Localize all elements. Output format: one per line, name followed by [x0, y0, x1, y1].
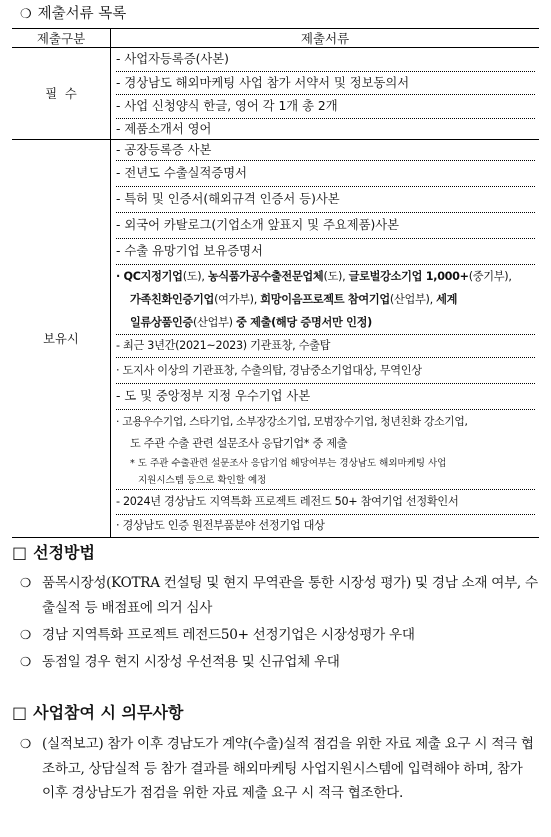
circle-bullet-icon: ❍ [20, 654, 31, 669]
selection-bullet-3 [20, 650, 539, 675]
circle-bullet-icon: ❍ [20, 575, 31, 590]
list-item: - 도 및 중앙정부 지정 우수기업 사본 [116, 384, 535, 410]
note-line: 지원시스템 등으로 확인할 예정 [116, 472, 535, 490]
submission-table [12, 28, 539, 538]
bullet-text: 경남 지역특화 프로젝트 레전드50+ 선정기업은 시장성평가 우대 [42, 627, 415, 643]
required-items [111, 48, 540, 140]
table-row-required [12, 48, 539, 140]
list-item: - 사업 신청양식 한글, 영어 각 1개 총 2개 [116, 95, 535, 119]
list-item: - 제품소개서 영어 [116, 121, 212, 136]
selection-bullet-2 [20, 623, 539, 648]
category-possessed: 보유시 [12, 139, 111, 537]
bullet-text: 동점일 경우 현지 시장성 우선적용 및 신규업체 우대 [42, 654, 340, 670]
section-heading-text: 사업참여 시 의무사항 [33, 703, 184, 722]
square-box-icon: □ [12, 543, 28, 562]
header-documents: 제출서류 [111, 29, 540, 48]
list-item: - 전년도 수출실적증명서 [116, 161, 535, 187]
table-row-possessed [12, 139, 539, 537]
selection-bullet-1 [20, 571, 539, 620]
circle-bullet-icon: ❍ [20, 7, 32, 22]
circle-bullet-icon: ❍ [20, 736, 31, 751]
list-item-sub: 도 주관 수출 관련 설문조사 응답기업* 중 제출 [130, 436, 348, 450]
list-item: - 최근 3년간(2021~2023) 기관표창, 수출탑 [116, 335, 535, 358]
list-item-sub: · 고용우수기업, 스타기업, 소부장강소기업, 모범장수기업, 청년친화 강소기업, [116, 414, 468, 428]
square-box-icon: □ [12, 703, 28, 722]
possessed-items [111, 139, 540, 537]
section-heading-selection [12, 540, 95, 563]
circle-bullet-icon: ❍ [20, 627, 31, 642]
section-heading-obligations [12, 700, 183, 723]
list-item: - 사업자등록증(사본) [116, 48, 535, 72]
section-title-submission [20, 2, 126, 23]
list-item-certifications-1: · QC지정기업(도), 농식품가공수출전문업체(도), 글로벌강소기업 1,000+(중기부), [116, 269, 512, 283]
bullet-text: 품목시장성(KOTRA 컨설팅 및 현지 무역관을 통한 시장성 평가) 및 경남 소재 여부, 수출실적 등 배점표에 의거 심사 [42, 575, 538, 616]
category-required: 필 수 [12, 48, 111, 140]
list-item-certifications-3: 일류상품인증(산업부) 중 제출(해당 증명서만 인정) [116, 311, 535, 335]
section-heading-text: 선정방법 [33, 543, 95, 562]
list-item: - 외국어 카탈로그(기업소개 앞표지 및 주요제품)사본 [116, 213, 535, 239]
list-item: - 2024년 경상남도 지역특화 프로젝트 레전드 50+ 참여기업 선정확인서 [116, 490, 535, 515]
list-item: - 수출 유망기업 보유증명서 [116, 239, 535, 265]
header-category: 제출구분 [12, 29, 111, 48]
list-item: - 공장등록증 사본 [116, 140, 535, 161]
table-header-row [12, 29, 539, 48]
list-item: - 특허 및 인증서(해외규격 인증서 등)사본 [116, 187, 535, 213]
list-item: - 경상남도 해외마케팅 사업 참가 서약서 및 정보동의서 [116, 72, 535, 96]
obligation-bullet-1 [20, 732, 539, 806]
list-item-sub: · 도지사 이상의 기관표창, 수출의탑, 경남중소기업대상, 무역인상 [116, 358, 535, 384]
note-line: * 도 주관 수출관련 설문조사 응답기업 해당여부는 경상남도 해외마케팅 사업 [130, 457, 447, 469]
section-title-text: 제출서류 목록 [37, 6, 127, 22]
list-item-certifications-2: 가족친화인증기업(여가부), 희망이음프로젝트 참여기업(산업부), 세계 [130, 292, 458, 306]
list-item-sub: · 경상남도 인증 원전부품분야 선정기업 대상 [116, 518, 325, 532]
bullet-text: (실적보고) 참가 이후 경남도가 계약(수출)실적 점검을 위한 자료 제출 요구 시 적극 협조하고, 상담실적 등 참가 결과를 해외마케팅 사업지원시스템에 입력해야 하며, 참가 이후 경상남도가 점검을 위한 자료 제출 요구 시 적극 협조한다. [42, 736, 534, 801]
